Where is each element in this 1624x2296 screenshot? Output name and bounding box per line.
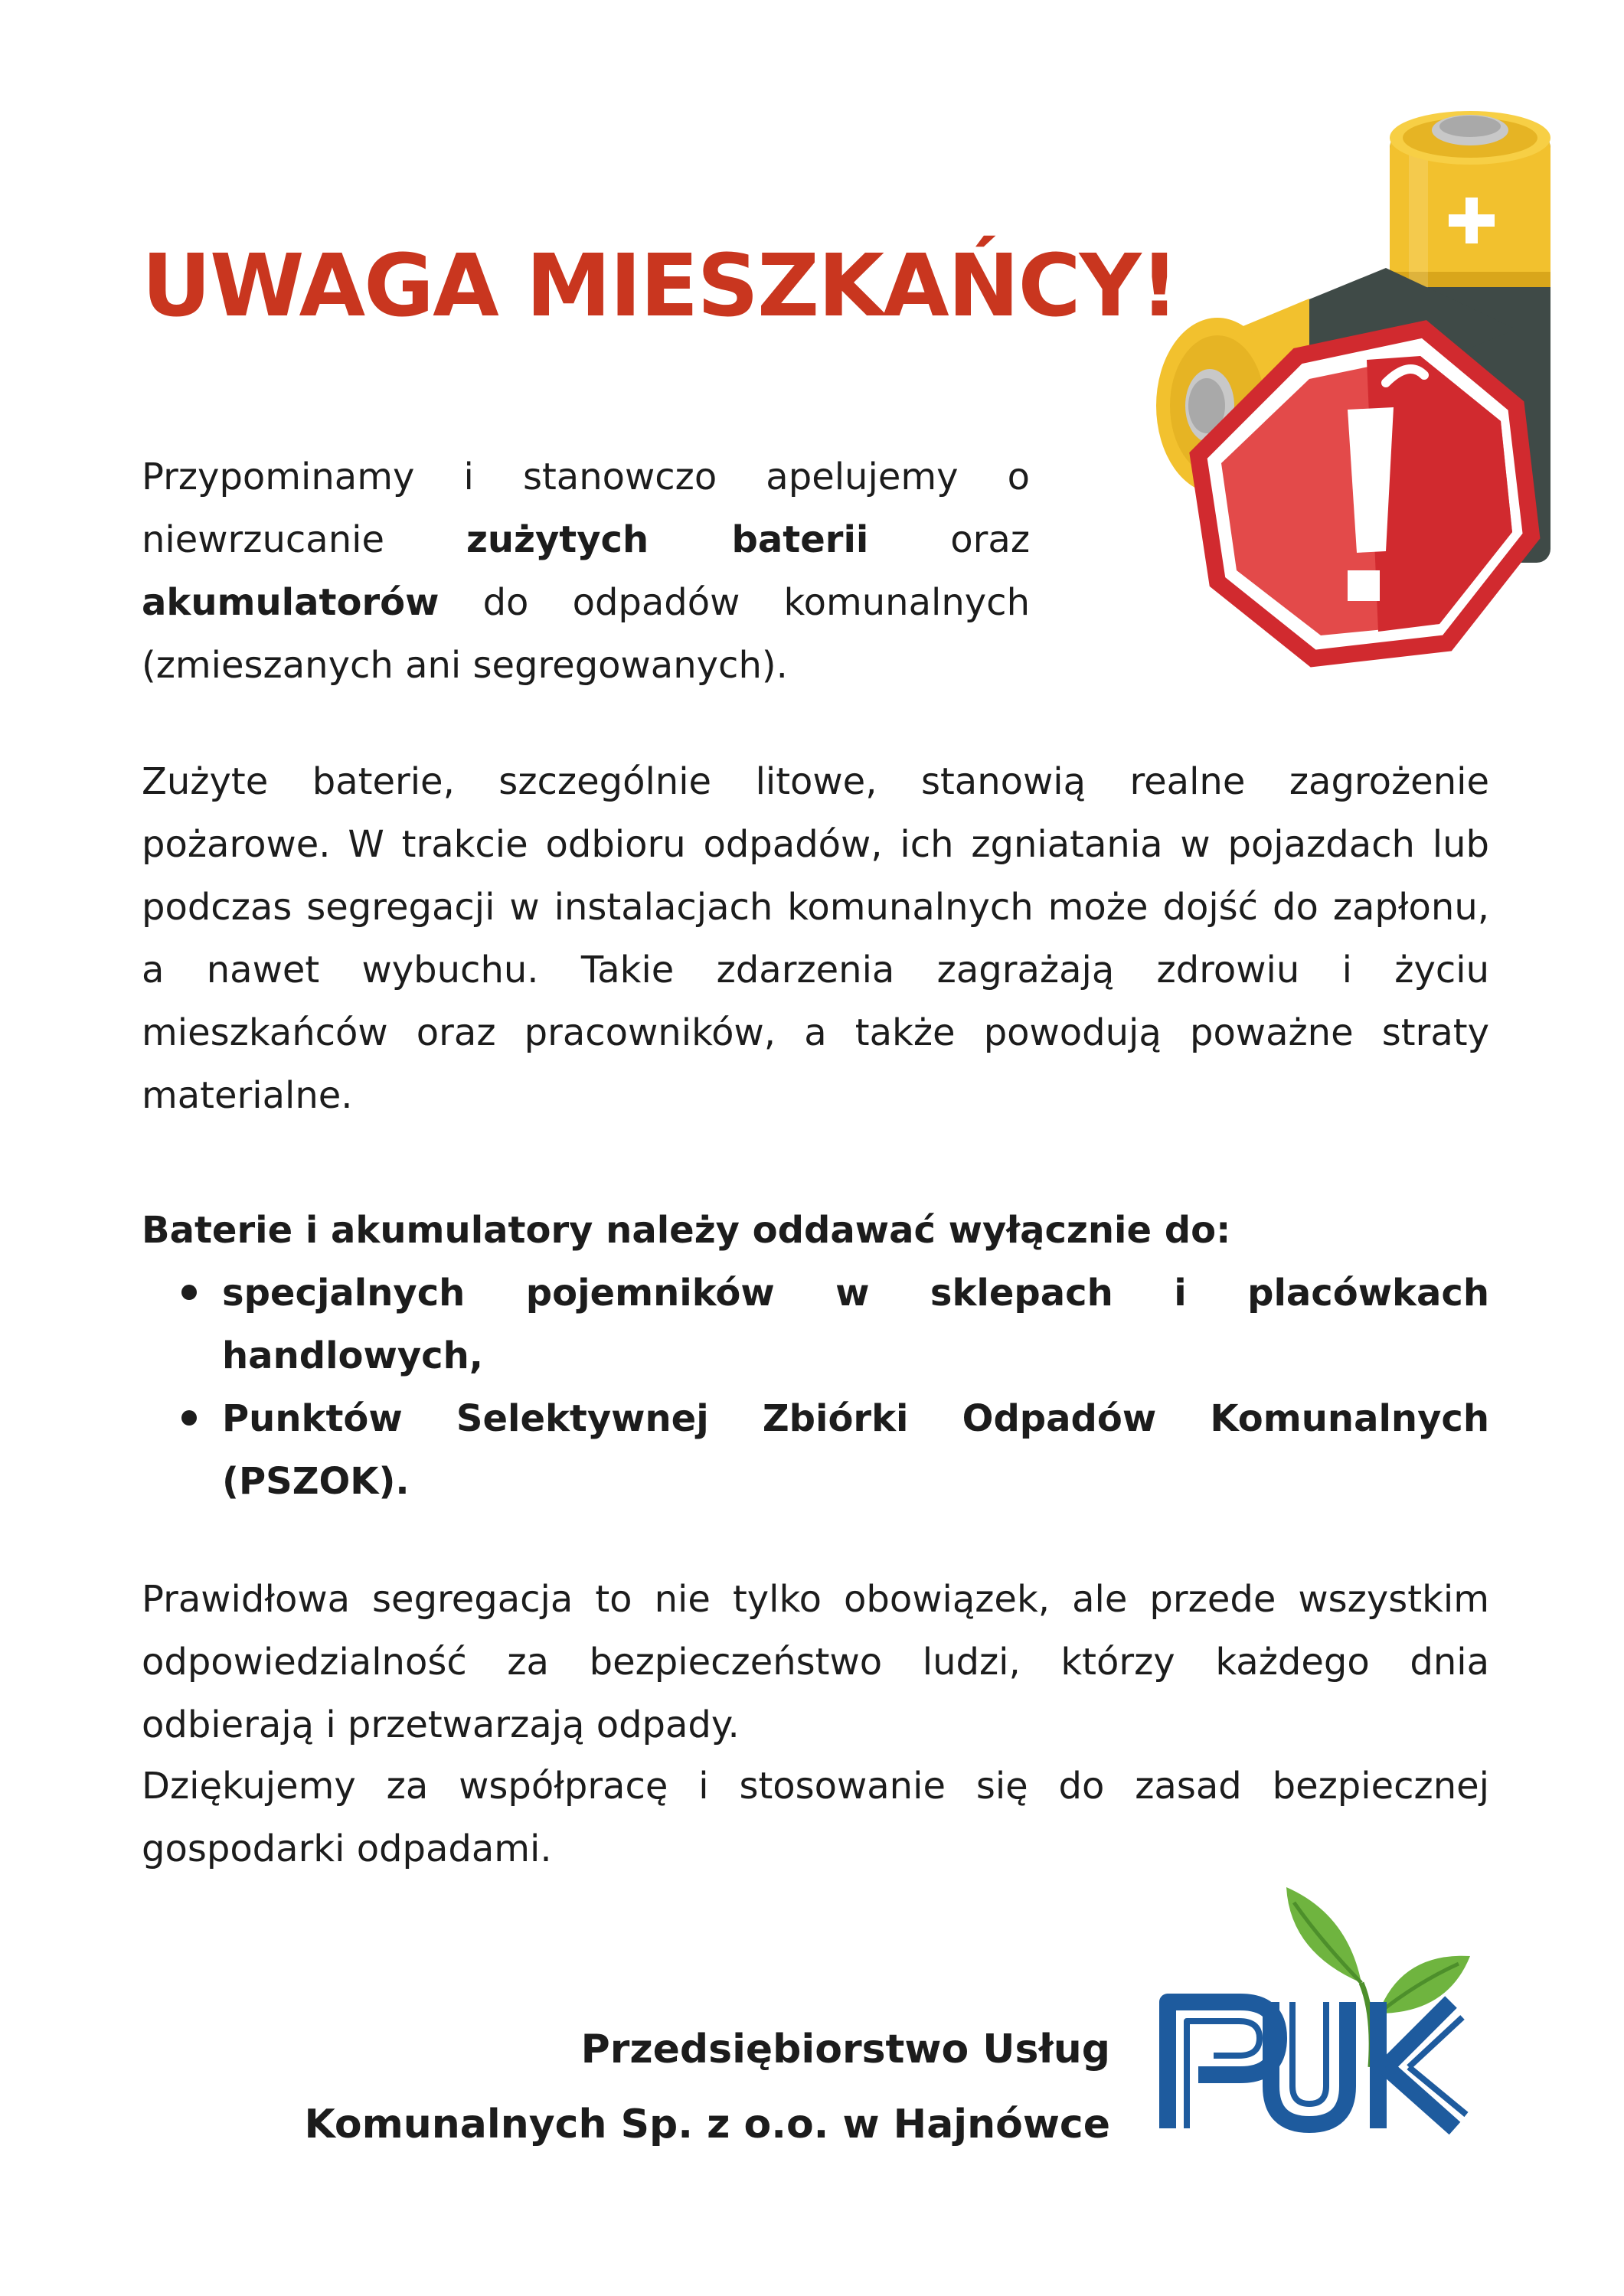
responsibility-paragraph: Prawidłowa segregacja to nie tylko obowiązek, ale przede wszystkim odpowiedzialność za bezpieczeństwo ludzi, którzy każdego dnia odbierają i przetwarzają odpady. bbox=[142, 1578, 1489, 1746]
collection-points-list bbox=[142, 1262, 1489, 1513]
company-line-1: Przedsiębiorstwo Usług bbox=[580, 2027, 1110, 2072]
intro-paragraph: Przypominamy i stanowczo apelujemy o niewrzucanie zużytych baterii oraz akumulatorów do odpadów komunalnych (zmieszanych ani segregowanych). bbox=[142, 456, 1031, 687]
battery-warning-illustration bbox=[1156, 107, 1554, 735]
company-logo bbox=[1156, 1868, 1478, 2144]
list-item: specjalnych pojemników w sklepach i placówkach handlowych, bbox=[142, 1262, 1489, 1387]
list-item: Punktów Selektywnej Zbiórki Odpadów Komunalnych (PSZOK). bbox=[142, 1387, 1489, 1513]
bullet-icon bbox=[181, 1410, 197, 1426]
logo-letters bbox=[1168, 2002, 1466, 2128]
company-line-2: Komunalnych Sp. z o.o. w Hajnówce bbox=[304, 2102, 1110, 2147]
company-name bbox=[253, 2012, 1110, 2162]
danger-paragraph: Zużyte baterie, szczególnie litowe, stanowią realne zagrożenie pożarowe. W trakcie odbioru odpadów, ich zgniatania w pojazdach lub podczas segregacji w instalacjach komunalnych może dojść do zapłonu, a nawet wybuchu. Takie zdarzenia zagrażają zdrowiu i życiu mieszkańców oraz pracowników, a także powodują poważne straty materialne. bbox=[142, 760, 1489, 1117]
list-heading: Baterie i akumulatory należy oddawać wyłącznie do: bbox=[142, 1209, 1231, 1252]
thanks-paragraph: Dziękujemy za współpracę i stosowanie się do zasad bezpiecznej gospodarki odpadami. bbox=[142, 1765, 1489, 1870]
page-title: UWAGA MIESZKAŃCY! bbox=[142, 237, 1178, 336]
bullet-icon bbox=[181, 1285, 197, 1300]
